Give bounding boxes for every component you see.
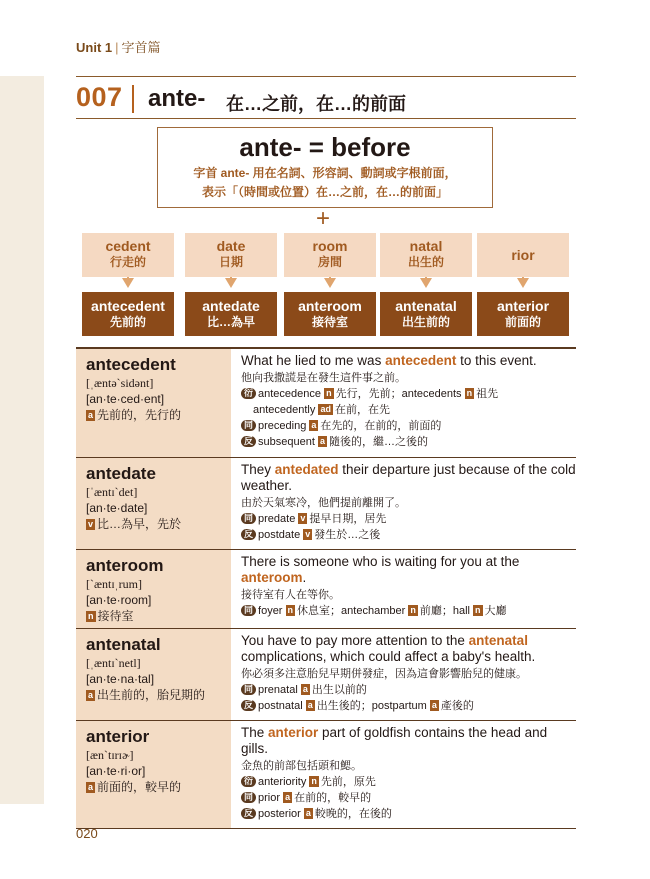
related-meaning: 先前，原先 (320, 776, 376, 788)
phonetic: [ˋæntɪˌrum] (86, 577, 142, 591)
derived-word-en: antedate (202, 298, 260, 314)
relation-mark: 同 (241, 513, 256, 524)
syllables: [an·te·room] (86, 593, 152, 607)
related-meaning-3: 大廳 (484, 605, 507, 617)
related-term: prenatal (258, 684, 298, 696)
pos-tag: a (431, 700, 437, 710)
related-term: prior (258, 792, 281, 804)
headword: antenatal (86, 635, 161, 654)
definition-line-2: 表示「（時間或位置）在…之前，在…的前面」 (201, 185, 448, 199)
root-part-4 (477, 233, 569, 277)
root-part-3 (380, 233, 472, 277)
example-en (241, 353, 576, 369)
section-rule (76, 118, 576, 119)
phonetic: [ˌæntəˋsidənt] (86, 376, 154, 390)
pos-tag: a (319, 436, 325, 446)
relation-mark: 同 (241, 684, 256, 695)
definition-line-1: 字首 ante- 用在名詞、形容詞、動詞或字根前面， (193, 166, 457, 180)
derived-word-zh: 出生前的 (401, 315, 450, 329)
example-zh: 他向我撒謊是在發生這件事之前。 (241, 372, 406, 384)
entry-table (76, 347, 576, 829)
related-word (241, 603, 576, 619)
related-word (241, 527, 576, 543)
unit-number: Unit 1 (76, 40, 113, 55)
down-arrow-icon (225, 278, 237, 288)
pos-tag: a (302, 684, 308, 694)
pos-tag: v (88, 519, 94, 529)
related-indent (241, 402, 390, 418)
phonetic: [ænˋtɪrɪɚ] (86, 748, 134, 762)
related-meaning: 出生後的；postpartum (316, 700, 427, 712)
related-word (241, 434, 576, 450)
related-term: subsequent (258, 436, 315, 448)
related-meaning-2: 產後的 (440, 700, 474, 712)
related-meaning: 在先的，在前的，前面的 (320, 420, 442, 432)
root-part-zh: 出生的 (407, 255, 444, 269)
meaning-text: 先前的，先行的 (97, 408, 182, 422)
related-term: antecedently (253, 404, 316, 416)
pos-tag: v (305, 529, 311, 539)
derived-word-0 (82, 292, 174, 336)
entry-row (76, 458, 576, 550)
entry-row (76, 550, 576, 629)
example-zh: 你必須多注意胎兒早期併發症，因為這會影響胎兒的健康。 (241, 668, 527, 680)
derived-word-zh: 先前的 (109, 315, 146, 329)
side-strip (0, 76, 44, 804)
example-en (241, 725, 576, 757)
meaning-text: 接待室 (97, 609, 134, 623)
related-meaning: 出生以前的 (311, 684, 367, 696)
example-highlight: anterior (268, 725, 319, 740)
example-after: . (302, 570, 307, 585)
phonetic: [ˌæntɪˋnetl] (86, 656, 141, 670)
example-before: They (241, 462, 275, 477)
related-meaning: 提早日期，居先 (309, 513, 387, 525)
example-before: The (241, 725, 269, 740)
pos-tag: a (285, 792, 291, 802)
derived-word-2 (284, 292, 376, 336)
entry-head (76, 349, 231, 457)
pos-tag: a (88, 410, 94, 420)
derived-word-en: antenatal (395, 298, 457, 314)
related-meaning: 休息室；antechamber (297, 605, 406, 617)
phonetic: [ˈæntɪˋdet] (86, 485, 138, 499)
related-term: antecedence (258, 388, 322, 400)
page-number: 020 (76, 826, 98, 841)
related-term: postnatal (258, 700, 303, 712)
syllables: [an·te·ri·or] (86, 764, 146, 778)
related-meaning: 隨後的，繼…之後的 (328, 436, 428, 448)
root-part-zh: 日期 (218, 255, 243, 269)
unit-category: 字首篇 (121, 40, 161, 55)
related-term: foyer (258, 605, 283, 617)
root-part-2 (284, 233, 376, 277)
top-rule (76, 76, 576, 77)
related-word (241, 511, 576, 527)
example-before: You have to pay more attention to the (241, 633, 469, 648)
headword: antecedent (86, 355, 176, 374)
entry-row (76, 629, 576, 721)
entry-head (76, 629, 231, 720)
pos-tag: ad (320, 404, 331, 414)
pos-tag: a (305, 808, 311, 818)
example-after: part of goldfish contains the head and gills. (241, 725, 548, 756)
section-header (76, 82, 576, 116)
relation-mark: 同 (241, 420, 256, 431)
root-part-en: room (312, 238, 348, 254)
root-part-en: date (216, 238, 246, 254)
related-term: predate (258, 513, 296, 525)
meaning-text: 出生前的，胎兒期的 (97, 688, 206, 702)
derived-word-4 (477, 292, 569, 336)
headword: anterior (86, 727, 150, 746)
example-zh: 由於天氣寒冷，他們提前離開了。 (241, 497, 406, 509)
related-word (241, 806, 576, 822)
derived-word-en: anteroom (298, 298, 362, 314)
derived-word-zh: 接待室 (311, 315, 348, 329)
entry-head (76, 458, 231, 549)
syllables: [an·te·na·tal] (86, 672, 155, 686)
definition-box (157, 127, 493, 208)
definition-title: ante- = before (239, 132, 411, 162)
related-word (241, 774, 576, 790)
root-part-en: cedent (105, 238, 151, 254)
syllables: [an·te·ced·ent] (86, 392, 165, 406)
entry-meaning (86, 516, 231, 532)
meaning-text: 前面的，較早的 (97, 780, 182, 794)
derived-word-en: antecedent (91, 298, 165, 314)
pos-tag: v (300, 513, 306, 523)
unit-separator: | (115, 40, 119, 55)
root-part-1 (185, 233, 277, 277)
relation-mark: 反 (241, 436, 256, 447)
pos-tag: n (311, 776, 317, 786)
example-en (241, 633, 576, 665)
headword: anteroom (86, 556, 164, 575)
entry-head (76, 721, 231, 828)
related-meaning: 在前，在先 (334, 404, 390, 416)
related-meaning: 先行，先前；antecedents (335, 388, 462, 400)
related-term: postdate (258, 529, 301, 541)
derived-word-zh: 比…為早 (206, 315, 255, 329)
related-word (241, 386, 576, 402)
pos-tag: n (326, 388, 332, 398)
example-before: There is someone who is waiting for you at the (241, 554, 520, 569)
relation-mark: 衍 (241, 776, 256, 787)
example-zh: 金魚的前部包括頭和鰓。 (241, 760, 362, 772)
related-meaning: 發生於…之後 (314, 529, 381, 541)
down-arrow-icon (517, 278, 529, 288)
derived-word-zh: 前面的 (504, 315, 541, 329)
entry-example (241, 721, 576, 828)
section-meaning: 在…之前，在…的前面 (226, 94, 406, 114)
related-term: preceding (258, 420, 307, 432)
entry-meaning (86, 779, 231, 795)
headword: antedate (86, 464, 156, 483)
example-en (241, 462, 576, 494)
relation-mark: 同 (241, 792, 256, 803)
relation-mark: 同 (241, 605, 256, 616)
example-before: What he lied to me was (241, 353, 386, 368)
entry-meaning (86, 608, 231, 624)
related-word (241, 698, 576, 714)
related-word (241, 418, 576, 434)
related-word (241, 402, 576, 418)
example-highlight: antecedent (385, 353, 457, 368)
syllables: [an·te·date] (86, 501, 148, 515)
example-highlight: anteroom (241, 570, 303, 585)
derived-word-3 (380, 292, 472, 336)
down-arrow-icon (324, 278, 336, 288)
pos-tag: n (287, 605, 294, 615)
entry-example (241, 550, 576, 625)
related-term: anteriority (258, 776, 307, 788)
derived-word-1 (185, 292, 277, 336)
entry-head (76, 550, 231, 628)
entry-example (241, 629, 576, 720)
pos-tag: a (88, 690, 94, 700)
section-prefix: ante- (148, 85, 206, 112)
related-meaning-2: 前廳；hall (419, 605, 470, 617)
related-word (241, 682, 576, 698)
plus-sign: + (316, 205, 331, 232)
example-after: complications, which could affect a baby's health. (241, 649, 536, 664)
example-after: their departure just because of the cold weather. (241, 462, 576, 493)
related-meaning: 在前的，較早的 (294, 792, 372, 804)
pos-tag: n (410, 605, 416, 615)
root-part-en: natal (409, 238, 443, 254)
root-part-en: rior (511, 247, 535, 263)
example-en (241, 554, 576, 586)
pos-tag: n (88, 611, 94, 621)
related-meaning-2: 祖先 (476, 388, 499, 400)
down-arrow-icon (122, 278, 134, 288)
section-number: 007 (76, 82, 123, 112)
related-term: posterior (258, 808, 301, 820)
down-arrow-icon (420, 278, 432, 288)
pos-tag: n (466, 388, 473, 398)
unit-label (76, 37, 161, 56)
entry-meaning (86, 687, 231, 703)
derived-word-en: anterior (496, 298, 550, 314)
section-divider (132, 85, 134, 113)
pos-tag: a (88, 782, 94, 792)
meaning-text: 比…為早，先於 (97, 517, 182, 531)
entry-meaning (86, 407, 231, 423)
entry-row (76, 721, 576, 829)
relation-mark: 反 (241, 529, 256, 540)
example-after: to this event. (456, 353, 537, 368)
entry-example (241, 458, 576, 549)
example-zh: 接待室有人在等你。 (241, 589, 340, 601)
relation-mark: 反 (241, 700, 256, 711)
relation-mark: 反 (241, 808, 256, 819)
pos-tag: n (475, 605, 481, 615)
entry-example (241, 349, 576, 456)
entry-row (76, 347, 576, 458)
root-part-0 (82, 233, 174, 277)
relation-mark: 衍 (241, 388, 256, 399)
related-word (241, 790, 576, 806)
pos-tag: a (307, 700, 313, 710)
example-highlight: antedated (274, 462, 339, 477)
example-highlight: antenatal (468, 633, 528, 648)
pos-tag: a (311, 420, 317, 430)
related-meaning: 較晚的，在後的 (314, 808, 392, 820)
root-part-zh: 行走的 (109, 255, 146, 269)
root-part-zh: 房間 (317, 255, 342, 269)
